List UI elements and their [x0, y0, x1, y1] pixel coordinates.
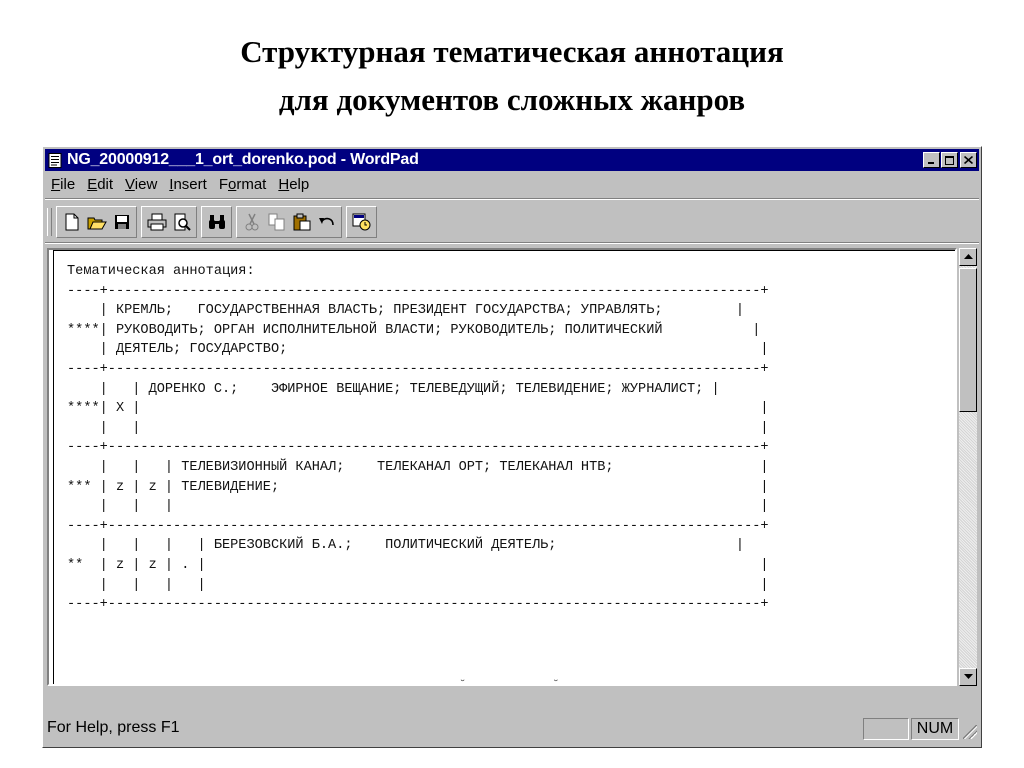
document-line: *** | z | z | ТЕЛЕВИДЕНИЕ; |: [67, 479, 769, 495]
open-icon: [87, 214, 107, 231]
document-line: ****| РУКОВОДИТЬ; ОРГАН ИСПОЛНИТЕЛЬНОЙ ВЛАСТИ; РУКОВОДИТЕЛЬ; ПОЛИТИЧЕСКИЙ |: [67, 322, 761, 338]
document-area[interactable]: [47, 248, 957, 686]
document-bottom-marks: ˘˘: [459, 678, 646, 686]
document-text[interactable]: [67, 262, 769, 615]
paste-button[interactable]: [290, 210, 313, 234]
slide-title-line-2: для документов сложных жанров: [278, 82, 746, 117]
status-help-text: For Help, press F1: [47, 719, 180, 736]
toolbar: [47, 205, 381, 239]
print-button[interactable]: [145, 210, 168, 234]
minimize-icon: [928, 156, 936, 164]
scroll-down-button[interactable]: [959, 668, 977, 686]
menu-insert[interactable]: Insert: [169, 175, 207, 193]
toolbar-find-group: [201, 206, 232, 238]
document-line: ----+--------------------------------------------------------------------------------+: [67, 283, 769, 299]
print-preview-icon: [173, 213, 191, 231]
document-line: ----+--------------------------------------------------------------------------------+: [67, 597, 769, 613]
menu-edit[interactable]: Edit: [87, 175, 114, 193]
copy-icon: [268, 213, 286, 231]
menu-format[interactable]: Format: [218, 175, 267, 193]
close-button[interactable]: [960, 152, 977, 168]
document-line: | КРЕМЛЬ; ГОСУДАРСТВЕННАЯ ВЛАСТЬ; ПРЕЗИДЕНТ ГОСУДАРСТВА; УПРАВЛЯТЬ; |: [67, 303, 745, 319]
paste-icon: [293, 213, 311, 231]
new-button[interactable]: [60, 210, 83, 234]
find-button[interactable]: [205, 210, 228, 234]
status-panel-empty: [863, 718, 909, 740]
menu-help[interactable]: Help: [278, 175, 310, 193]
scroll-up-button[interactable]: [959, 248, 977, 266]
wordpad-app-icon[interactable]: [48, 153, 62, 168]
maximize-button[interactable]: [941, 152, 958, 168]
document-line: | | | ТЕЛЕВИЗИОННЫЙ КАНАЛ; ТЕЛЕКАНАЛ ОРТ; ТЕЛЕКАНАЛ НТВ; |: [67, 459, 769, 475]
document-line: | | ДОРЕНКО С.; ЭФИРНОЕ ВЕЩАНИЕ; ТЕЛЕВЕДУЩИЙ; ТЕЛЕВИДЕНИЕ; ЖУРНАЛИСТ; |: [67, 381, 720, 397]
document-line: | | | |: [67, 499, 769, 515]
save-button[interactable]: [110, 210, 133, 234]
document-line: ----+--------------------------------------------------------------------------------+: [67, 361, 769, 377]
close-icon: [964, 156, 973, 164]
menu-bar: [45, 173, 315, 195]
menu-file[interactable]: File: [51, 175, 76, 193]
toolbar-grip[interactable]: [47, 208, 52, 236]
find-icon: [208, 214, 226, 230]
toolbar-insert-group: [346, 206, 377, 238]
document-line: | | |: [67, 420, 769, 436]
undo-icon: [318, 215, 336, 229]
toolbar-divider: [45, 242, 979, 244]
slide-title: [0, 28, 1024, 124]
new-icon: [64, 213, 80, 231]
status-num-indicator: NUM: [911, 718, 959, 740]
copy-button[interactable]: [265, 210, 288, 234]
insert-datetime-button[interactable]: [350, 210, 373, 234]
open-button[interactable]: [85, 210, 108, 234]
document-line: ** | z | z | . | |: [67, 557, 769, 573]
cut-icon: [244, 213, 260, 231]
print-icon: [147, 213, 167, 231]
document-line: | | | | БЕРЕЗОВСКИЙ Б.А.; ПОЛИТИЧЕСКИЙ ДЕЯТЕЛЬ; |: [67, 538, 745, 554]
insert-datetime-icon: [352, 213, 372, 231]
vertical-scrollbar[interactable]: [959, 248, 977, 686]
document-line: Тематическая аннотация:: [67, 264, 255, 279]
minimize-button[interactable]: [923, 152, 940, 168]
window-titlebar[interactable]: [45, 149, 979, 171]
scroll-up-icon: [964, 254, 973, 260]
document-line: ----+--------------------------------------------------------------------------------+: [67, 440, 769, 456]
document-line: | | | | |: [67, 577, 769, 593]
cut-button[interactable]: [240, 210, 263, 234]
toolbar-file-group: [56, 206, 137, 238]
resize-grip[interactable]: [963, 725, 977, 739]
print-preview-button[interactable]: [170, 210, 193, 234]
slide-title-line-1: Структурная тематическая аннотация: [240, 34, 784, 69]
undo-button[interactable]: [315, 210, 338, 234]
menu-toolbar-divider: [45, 198, 979, 200]
menu-view[interactable]: View: [125, 175, 158, 193]
scroll-down-icon: [964, 674, 973, 680]
scroll-thumb[interactable]: [959, 268, 977, 412]
window-controls: [922, 152, 977, 168]
document-line: ----+--------------------------------------------------------------------------------+: [67, 518, 769, 534]
maximize-icon: [945, 156, 954, 165]
status-bar: [45, 715, 979, 741]
toolbar-print-group: [141, 206, 197, 238]
window-title: NG_20000912___1_ort_dorenko.pod - WordPad: [67, 151, 419, 168]
toolbar-edit-group: [236, 206, 342, 238]
document-line: | ДЕЯТЕЛЬ; ГОСУДАРСТВО; |: [67, 342, 769, 358]
save-icon: [114, 214, 130, 230]
document-line: ****| X | |: [67, 401, 769, 417]
wordpad-window: [42, 146, 982, 748]
